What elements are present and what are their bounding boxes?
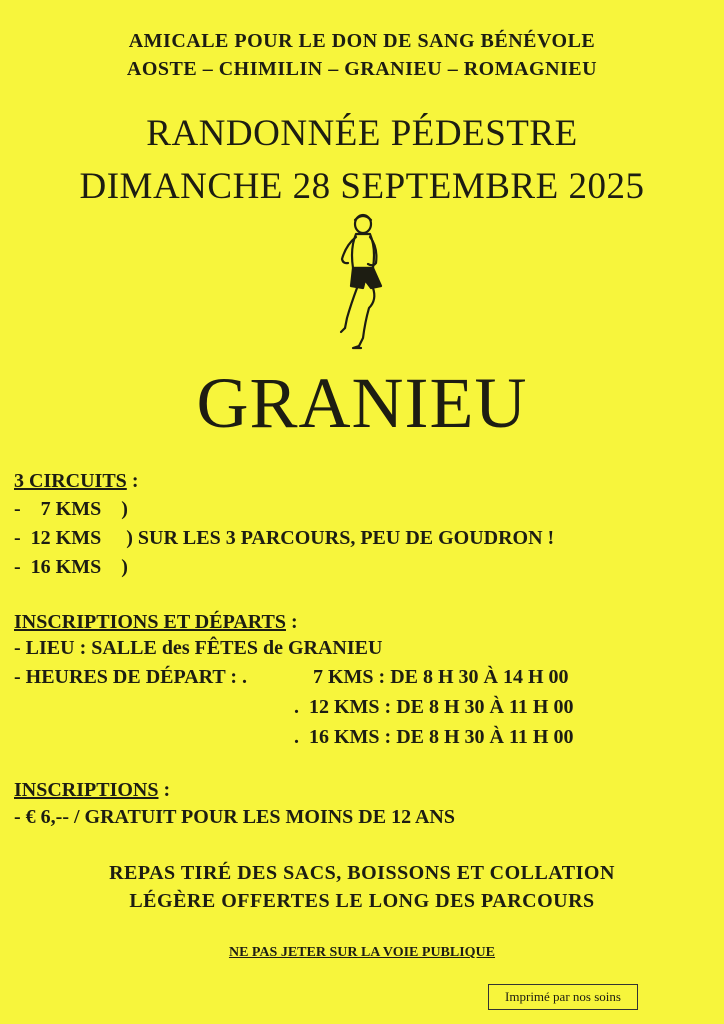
printer-stamp: Imprimé par nos soins <box>488 984 638 1010</box>
association-communes: AOSTE – CHIMILIN – GRANIEU – ROMAGNIEU <box>126 58 598 80</box>
circuit-7km: - 7 KMS ) <box>14 498 128 520</box>
repas-line-2: LÉGÈRE OFFERTES LE LONG DES PARCOURS <box>129 890 595 912</box>
departs-heading <box>14 611 298 634</box>
inscriptions-heading-colon: : <box>158 779 171 801</box>
inscriptions-price: - € 6,-- / GRATUIT POUR LES MOINS DE 12 ANS <box>14 806 455 828</box>
circuits-heading <box>14 470 138 493</box>
departs-heures-label: - HEURES DE DÉPART : . <box>14 666 248 688</box>
circuit-12km: - 12 KMS ) SUR LES 3 PARCOURS, PEU DE GOUDRON ! <box>14 527 555 549</box>
depart-time-16km: . 16 KMS : DE 8 H 30 À 11 H 00 <box>294 726 574 748</box>
depart-time-12km: . 12 KMS : DE 8 H 30 À 11 H 00 <box>294 696 574 718</box>
event-title: RANDONNÉE PÉDESTRE <box>146 113 578 154</box>
depart-time-7km: 7 KMS : DE 8 H 30 À 14 H 00 <box>313 666 569 688</box>
departs-heading-text: INSCRIPTIONS ET DÉPARTS <box>14 611 286 633</box>
event-place: GRANIEU <box>196 363 528 443</box>
event-date: DIMANCHE 28 SEPTEMBRE 2025 <box>79 166 645 207</box>
inscriptions-heading <box>14 779 170 802</box>
inscriptions-heading-text: INSCRIPTIONS <box>14 779 159 801</box>
circuits-heading-text: 3 CIRCUITS <box>14 470 127 492</box>
repas-line-1: REPAS TIRÉ DES SACS, BOISSONS ET COLLATION <box>109 862 615 884</box>
departs-lieu: - LIEU : SALLE des FÊTES de GRANIEU <box>14 637 383 659</box>
departs-heading-colon: : <box>285 611 298 633</box>
circuit-16km: - 16 KMS ) <box>14 556 128 578</box>
runner-icon <box>325 210 395 355</box>
public-road-notice: NE PAS JETER SUR LA VOIE PUBLIQUE <box>228 945 496 960</box>
circuits-heading-colon: : <box>126 470 139 492</box>
association-name: AMICALE POUR LE DON DE SANG BÉNÉVOLE <box>128 30 596 52</box>
